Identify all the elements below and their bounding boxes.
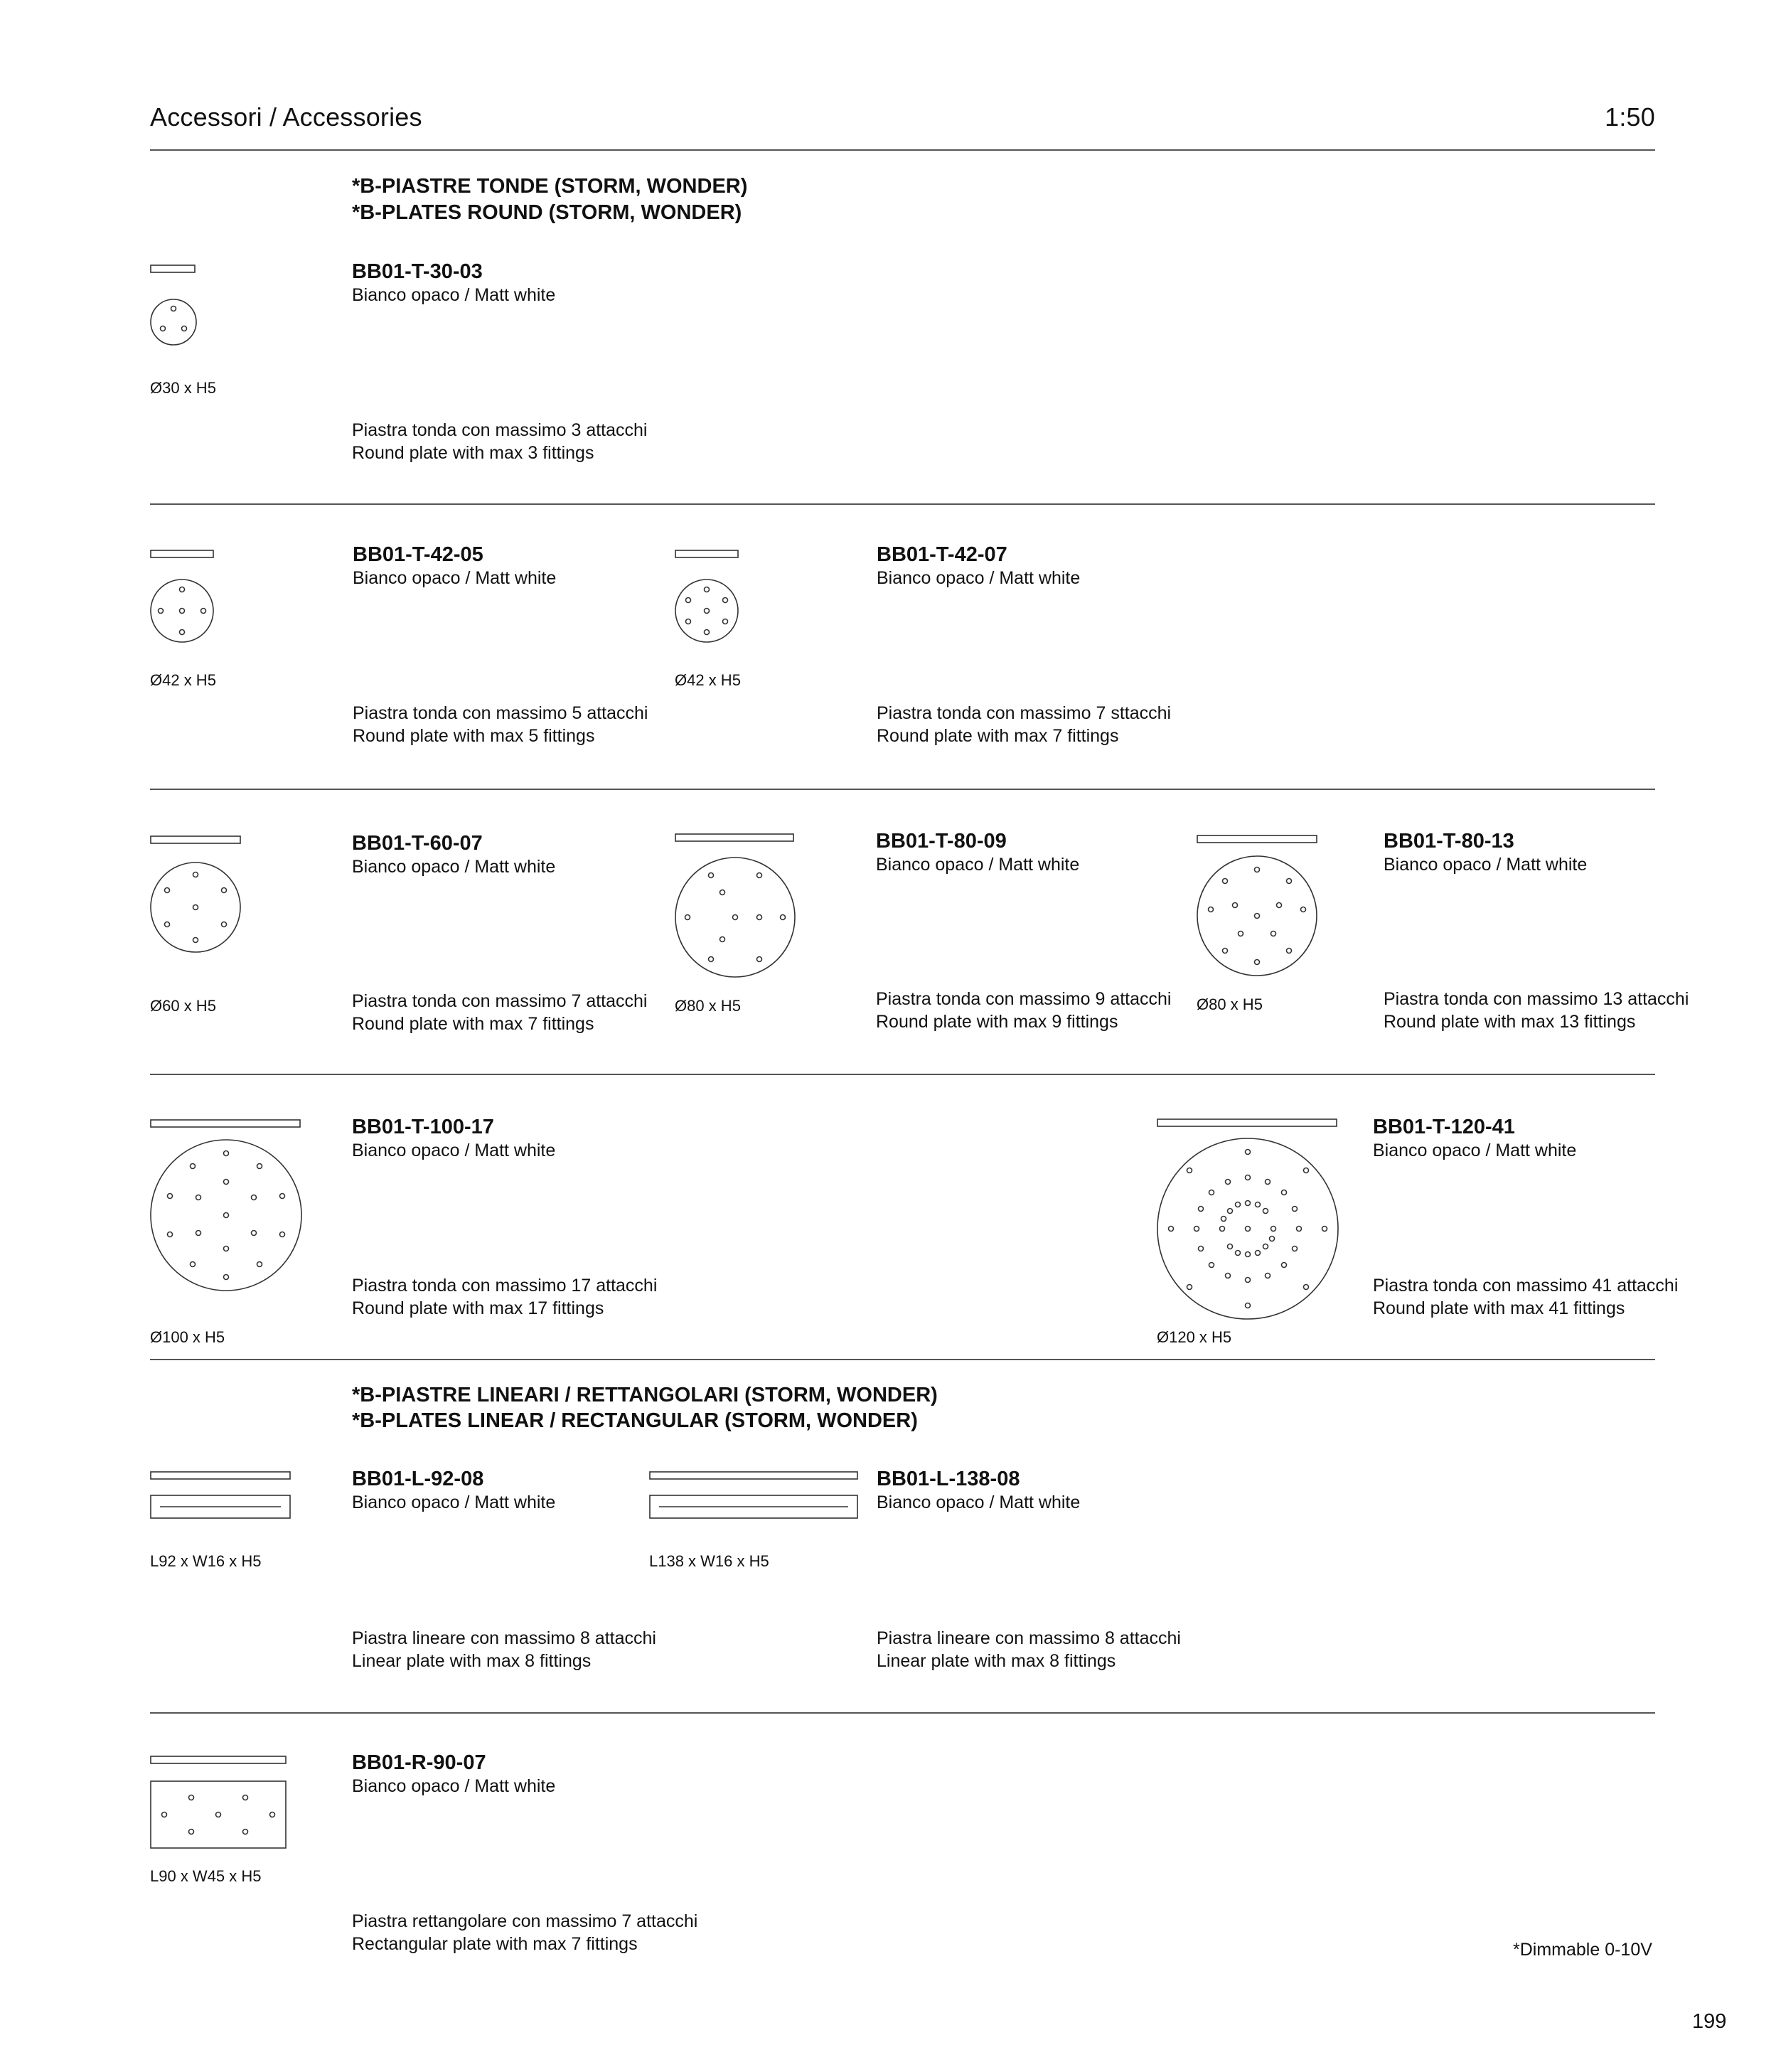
product-description-it: Piastra tonda con massimo 3 attacchi	[352, 420, 648, 440]
product-description-en: Rectangular plate with max 7 fittings	[352, 1934, 638, 1954]
product-code: BB01-L-92-08	[352, 1468, 484, 1490]
linear-plate-top-view	[150, 1495, 291, 1519]
product-description-it: Piastra tonda con massimo 5 attacchi	[353, 703, 648, 723]
product-description-en: Round plate with max 17 fittings	[352, 1298, 604, 1318]
plate-side-view	[150, 265, 196, 273]
product-description-it: Piastra tonda con massimo 7 sttacchi	[877, 703, 1172, 723]
product-code: BB01-T-42-05	[353, 543, 483, 566]
product-finish: Bianco opaco / Matt white	[876, 855, 1080, 875]
dimension-label: Ø80 x H5	[675, 997, 741, 1015]
product-code: BB01-T-100-17	[352, 1116, 494, 1138]
plate-side-view	[675, 550, 739, 558]
divider	[150, 1074, 1655, 1075]
product-finish: Bianco opaco / Matt white	[877, 568, 1081, 588]
product-finish: Bianco opaco / Matt white	[877, 1492, 1081, 1512]
product-description-it: Piastra tonda con massimo 7 attacchi	[352, 991, 648, 1011]
dimension-label: Ø60 x H5	[150, 997, 216, 1015]
product-finish: Bianco opaco / Matt white	[1373, 1141, 1577, 1160]
product-description-en: Round plate with max 13 fittings	[1384, 1012, 1636, 1032]
linear-plate-top-view	[649, 1495, 858, 1519]
plate-side-view	[150, 550, 214, 558]
dimension-label: Ø80 x H5	[1197, 995, 1263, 1013]
round-plate-top-view	[1157, 1138, 1339, 1320]
dimension-label: L138 x W16 x H5	[649, 1552, 769, 1570]
dimension-label: Ø30 x H5	[150, 379, 216, 397]
dimension-label: L90 x W45 x H5	[150, 1867, 262, 1885]
product-description-en: Round plate with max 9 fittings	[876, 1012, 1118, 1032]
product-finish: Bianco opaco / Matt white	[352, 1776, 556, 1796]
plate-side-view	[1197, 835, 1317, 843]
dimension-label: L92 x W16 x H5	[150, 1552, 262, 1570]
product-code: BB01-T-80-09	[876, 830, 1007, 853]
section-heading-it: *B-PIASTRE TONDE (STORM, WONDER)	[352, 175, 748, 198]
product-finish: Bianco opaco / Matt white	[352, 1492, 556, 1512]
plate-side-view	[649, 1471, 858, 1480]
divider	[150, 1359, 1655, 1360]
section-heading-en: *B-PLATES LINEAR / RECTANGULAR (STORM, WONDER)	[352, 1409, 918, 1432]
round-plate-top-view	[150, 299, 197, 346]
dimension-label: Ø120 x H5	[1157, 1328, 1232, 1346]
plate-side-view	[1157, 1118, 1339, 1127]
product-code: BB01-T-30-03	[352, 260, 483, 283]
plate-side-view	[150, 1119, 302, 1128]
product-description-en: Round plate with max 7 fittings	[352, 1014, 594, 1034]
product-code: BB01-T-60-07	[352, 832, 483, 855]
round-plate-top-view	[150, 862, 241, 953]
footnote: *Dimmable 0-10V	[1513, 1940, 1652, 1960]
divider	[150, 1712, 1655, 1714]
plate-side-view	[675, 833, 794, 842]
product-finish: Bianco opaco / Matt white	[353, 568, 557, 588]
round-plate-top-view	[150, 579, 214, 643]
round-plate-top-view	[675, 579, 739, 643]
product-description-it: Piastra lineare con massimo 8 attacchi	[352, 1628, 656, 1648]
product-code: BB01-T-120-41	[1373, 1116, 1515, 1138]
product-code: BB01-T-80-13	[1384, 830, 1514, 853]
product-finish: Bianco opaco / Matt white	[352, 857, 556, 877]
scale-label: 1:50	[1605, 102, 1655, 132]
product-description-en: Round plate with max 3 fittings	[352, 443, 594, 463]
product-finish: Bianco opaco / Matt white	[352, 285, 556, 305]
product-description-en: Linear plate with max 8 fittings	[877, 1651, 1116, 1671]
dimension-label: Ø42 x H5	[675, 671, 741, 689]
dimension-label: Ø42 x H5	[150, 671, 216, 689]
product-description-it: Piastra tonda con massimo 17 attacchi	[352, 1276, 658, 1296]
product-description-it: Piastra lineare con massimo 8 attacchi	[877, 1628, 1181, 1648]
divider	[150, 789, 1655, 790]
product-code: BB01-L-138-08	[877, 1468, 1020, 1490]
round-plate-top-view	[1197, 855, 1317, 976]
section-heading-en: *B-PLATES ROUND (STORM, WONDER)	[352, 201, 742, 224]
product-description-en: Round plate with max 7 fittings	[877, 726, 1119, 746]
page-number: 199	[1692, 2010, 1727, 2033]
product-finish: Bianco opaco / Matt white	[1384, 855, 1588, 875]
product-description-en: Round plate with max 5 fittings	[353, 726, 595, 746]
rectangular-plate-top-view	[150, 1780, 287, 1849]
section-heading-it: *B-PIASTRE LINEARI / RETTANGOLARI (STORM, WONDER)	[352, 1384, 938, 1406]
product-description-it: Piastra tonda con massimo 13 attacchi	[1384, 989, 1689, 1009]
plate-side-view	[150, 1471, 291, 1480]
product-description-it: Piastra tonda con massimo 41 attacchi	[1373, 1276, 1679, 1296]
product-code: BB01-T-42-07	[877, 543, 1007, 566]
product-code: BB01-R-90-07	[352, 1751, 486, 1774]
dimension-label: Ø100 x H5	[150, 1328, 225, 1346]
plate-side-view	[150, 835, 242, 844]
product-finish: Bianco opaco / Matt white	[352, 1141, 556, 1160]
divider	[150, 149, 1655, 151]
page-title: Accessori / Accessories	[150, 102, 422, 132]
round-plate-top-view	[675, 857, 796, 978]
round-plate-top-view	[150, 1139, 302, 1291]
product-description-it: Piastra tonda con massimo 9 attacchi	[876, 989, 1172, 1009]
plate-side-view	[150, 1756, 287, 1764]
divider	[150, 503, 1655, 505]
product-description-en: Round plate with max 41 fittings	[1373, 1298, 1625, 1318]
product-description-it: Piastra rettangolare con massimo 7 attacchi	[352, 1911, 698, 1931]
product-description-en: Linear plate with max 8 fittings	[352, 1651, 592, 1671]
